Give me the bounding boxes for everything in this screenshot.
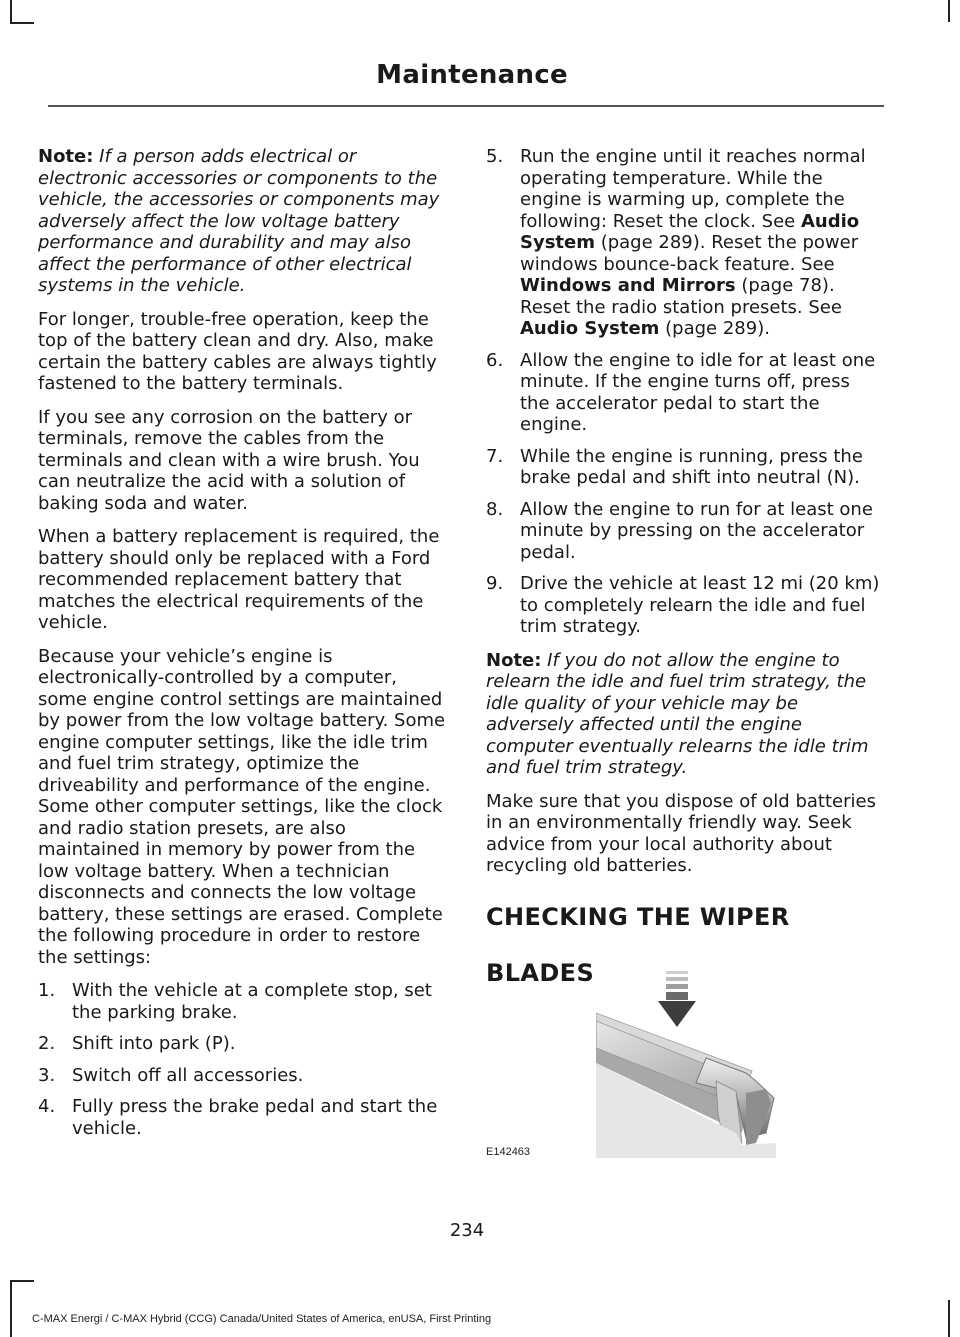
step-number: 2.	[38, 1033, 56, 1054]
footer-text: C-MAX Energi / C-MAX Hybrid (CCG) Canada/United States of America, enUSA, First Printing	[32, 1313, 492, 1325]
arrow-motion-line	[666, 977, 688, 981]
arrow-motion-line	[666, 992, 688, 1000]
xref-audio-system[interactable]: Audio System	[520, 210, 860, 253]
section-heading-line: CHECKING THE WIPER	[486, 902, 790, 931]
paragraph-computer-settings: Because your vehicle’s engine is electronically-controlled by a computer, some engine control settings are maintained by power from the low voltage battery. Some engine computer settings, like the idle trim and fuel trim strategy, optimize the driveability and performance of the engine. Some other computer settings, like the clock and radio station presets, are also maintained in memory by power from the low voltage battery. When a technician disconnects and connects the low voltage battery, these settings are erased. Complete the following procedure in order to restore the settings:	[38, 645, 446, 968]
crop-mark-bottom-left-v	[10, 1280, 12, 1337]
step-text: Run the engine until it reaches normal operating temperature. While the engine is warming up, complete the following: Reset the clock. See	[520, 146, 866, 232]
list-item	[38, 1096, 450, 1139]
xref-windows-and-mirrors[interactable]: Windows and Mirrors	[520, 275, 736, 296]
left-column	[38, 146, 450, 1151]
step-number: 1.	[38, 980, 56, 1001]
list-item	[38, 1033, 450, 1055]
step-text: While the engine is running, press the brake pedal and shift into neutral (N).	[520, 445, 863, 488]
note-label: Note:	[38, 146, 94, 167]
step-number: 6.	[486, 349, 504, 371]
list-item	[486, 146, 881, 340]
step-number: 4.	[38, 1096, 56, 1117]
list-item	[486, 573, 881, 638]
note-text: If a person adds electrical or electronic accessories or components to the vehicle, the accessories or components may adversely affect the low voltage battery performance and durability and may also affect the performance of other electrical systems in the vehicle.	[38, 146, 440, 296]
step-text: Switch off all accessories.	[72, 1064, 304, 1086]
page-title: Maintenance	[376, 60, 568, 90]
procedure-steps-right	[486, 146, 881, 638]
arrow-motion-line	[666, 984, 688, 989]
step-text: Shift into park (P).	[72, 1033, 236, 1054]
step-text: (page 289).	[659, 318, 770, 339]
arrow-motion-line	[666, 971, 688, 974]
procedure-steps-left	[38, 980, 450, 1139]
step-text: (page 289). Reset the power windows bounce-back feature. See	[520, 232, 859, 275]
crop-mark-top-left-v	[10, 0, 12, 22]
xref-audio-system[interactable]: Audio System	[520, 318, 660, 339]
note-text: If you do not allow the engine to relearn the idle and fuel trim strategy, the idle quality of your vehicle may be adversely affected until the engine computer eventually relearns the idle trim and fuel trim strategy.	[486, 649, 869, 778]
crop-mark-top-right-v	[948, 0, 950, 22]
paragraph-battery-care: For longer, trouble-free operation, keep the top of the battery clean and dry. Also, make certain the battery cables are always tightly fastened to the battery terminals.	[38, 308, 437, 394]
figure-code: E142463	[486, 1146, 531, 1158]
section-heading-line: BLADES	[486, 958, 595, 987]
paragraph-replacement: When a battery replacement is required, the battery should only be replaced with a Ford recommended replacement battery that matches the electrical requirements of the vehicle.	[38, 526, 440, 633]
right-column	[486, 146, 881, 1015]
list-item	[486, 350, 881, 436]
step-number: 7.	[486, 445, 504, 467]
step-text: Fully press the brake pedal and start the vehicle.	[72, 1096, 438, 1139]
paragraph-corrosion: If you see any corrosion on the battery or terminals, remove the cables from the terminals and clean with a wire brush. You can neutralize the acid with a solution of baking soda and water.	[38, 406, 420, 514]
step-text: Allow the engine to idle for at least one minute. If the engine turns off, press the accelerator pedal to start the engine.	[520, 349, 876, 435]
page-number: 234	[449, 1220, 485, 1241]
header-rule	[48, 105, 884, 107]
down-arrow-icon	[658, 1001, 696, 1027]
crop-mark-bottom-left-h	[10, 1280, 34, 1282]
step-text: Drive the vehicle at least 12 mi (20 km) to completely relearn the idle and fuel trim strategy.	[520, 573, 880, 637]
step-text: With the vehicle at a complete stop, set the parking brake.	[72, 980, 432, 1023]
note-label: Note:	[486, 649, 542, 671]
list-item	[38, 980, 450, 1023]
note-battery-accessories	[38, 146, 450, 297]
list-item	[38, 1065, 450, 1087]
list-item	[486, 446, 881, 489]
step-number: 8.	[486, 498, 504, 520]
note-relearn	[486, 650, 881, 779]
step-text: (page 78). Reset the radio station presets. See	[520, 275, 842, 318]
crop-mark-top-left-h	[10, 22, 34, 24]
step-number: 5.	[486, 146, 504, 167]
paragraph-dispose: Make sure that you dispose of old batteries in an environmentally friendly way. Seek advice from your local authority about recycling old batteries.	[486, 790, 876, 876]
crop-mark-bottom-right-v	[948, 1300, 950, 1337]
step-text: Allow the engine to run for at least one minute by pressing on the accelerator pedal.	[520, 498, 873, 563]
step-number: 3.	[38, 1064, 56, 1086]
step-number: 9.	[486, 573, 504, 594]
list-item	[486, 499, 881, 564]
wiper-blade-illustration	[596, 963, 776, 1158]
